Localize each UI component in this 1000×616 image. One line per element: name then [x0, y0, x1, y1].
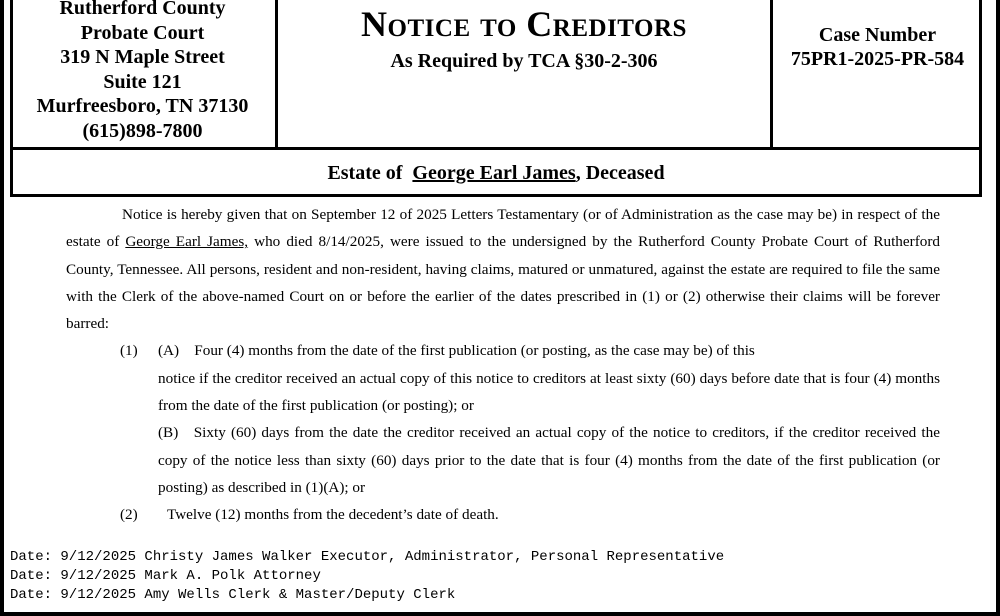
claim-item-2-number: (2) [120, 506, 138, 524]
claim-item-1a-label: (A) [158, 342, 180, 360]
claim-item-2 [66, 501, 940, 528]
signature-dates [10, 548, 724, 605]
claim-item-1b-text: Sixty (60) days from the date the creditor received an actual copy of the notice to creditors, if the creditor received the copy of the notice less than sixty (60) days prior to the date that is four (4) months from the date of the first publication (or posting) as described in (1)(A); or [158, 424, 940, 496]
notice-subtitle: As Required by TCA §30-2-306 [390, 50, 658, 72]
notice-paragraph-part-b: who died 8/14/2025, were issued to the undersigned by the Rutherford County Probate Court of Rutherford County, Tennessee. All persons, resident and non-resident, having claims, matured or unmatured, against the estate are required to file the same with the Clerk of the above-named Court on or before the earlier of the dates prescribed in (1) or (2) otherwise their claims will be forever barred: [66, 233, 940, 333]
claim-item-1b [66, 419, 940, 501]
signature-line-clerk: Date: 9/12/2025 Amy Wells Clerk & Master/Deputy Clerk [10, 587, 456, 603]
court-address-line2: Suite 121 [103, 70, 182, 93]
claim-item-2-text: Twelve (12) months from the decedent’s date of death. [167, 506, 499, 524]
claim-item-1a-first-text: Four (4) months from the date of the first publication (or posting, as the case may be) of this [194, 342, 755, 360]
notice-title-block [278, 0, 770, 150]
court-info [10, 0, 278, 150]
notice-paragraph [66, 201, 940, 337]
case-number-label: Case Number [818, 24, 937, 46]
estate-heading [10, 150, 982, 197]
notice-body [66, 201, 940, 529]
estate-decedent-name: George Earl James [412, 162, 576, 184]
claim-item-1a-first-line [66, 337, 940, 364]
claim-item-1 [66, 337, 940, 501]
signature-line-executor: Date: 9/12/2025 Christy James Walker Executor, Administrator, Personal Representative [10, 549, 725, 565]
notice-decedent-name: George Earl James, [125, 233, 249, 251]
signature-line-attorney: Date: 9/12/2025 Mark A. Polk Attorney [10, 568, 321, 584]
notice-title: Notice to Creditors [361, 4, 687, 44]
court-name-line2: Probate Court [80, 21, 205, 44]
notice-paragraph-part-a: Notice is hereby given that on September 12 of 2025 Letters Testamentary (or of Administration as the case may be) in respect of the estate of [66, 206, 940, 251]
court-phone: (615)898-7800 [82, 119, 203, 142]
case-number-value: 75PR1-2025-PR-584 [790, 48, 965, 70]
estate-suffix: , Deceased [575, 162, 665, 184]
estate-prefix: Estate of [327, 162, 403, 184]
court-city-state-zip: Murfreesboro, TN 37130 [36, 95, 249, 117]
claim-item-1a-rest: notice if the creditor received an actual copy of this notice to creditors at least sixty (60) days before date that is four (4) months from the date of the first publication (or posting); or [158, 369, 940, 415]
claim-item-1-number: (1) [120, 342, 138, 360]
court-name-line1: Rutherford County [59, 0, 226, 19]
court-address-line1: 319 N Maple Street [60, 46, 225, 68]
claim-item-1b-label: (B) [158, 424, 179, 442]
case-number-block [770, 0, 982, 150]
